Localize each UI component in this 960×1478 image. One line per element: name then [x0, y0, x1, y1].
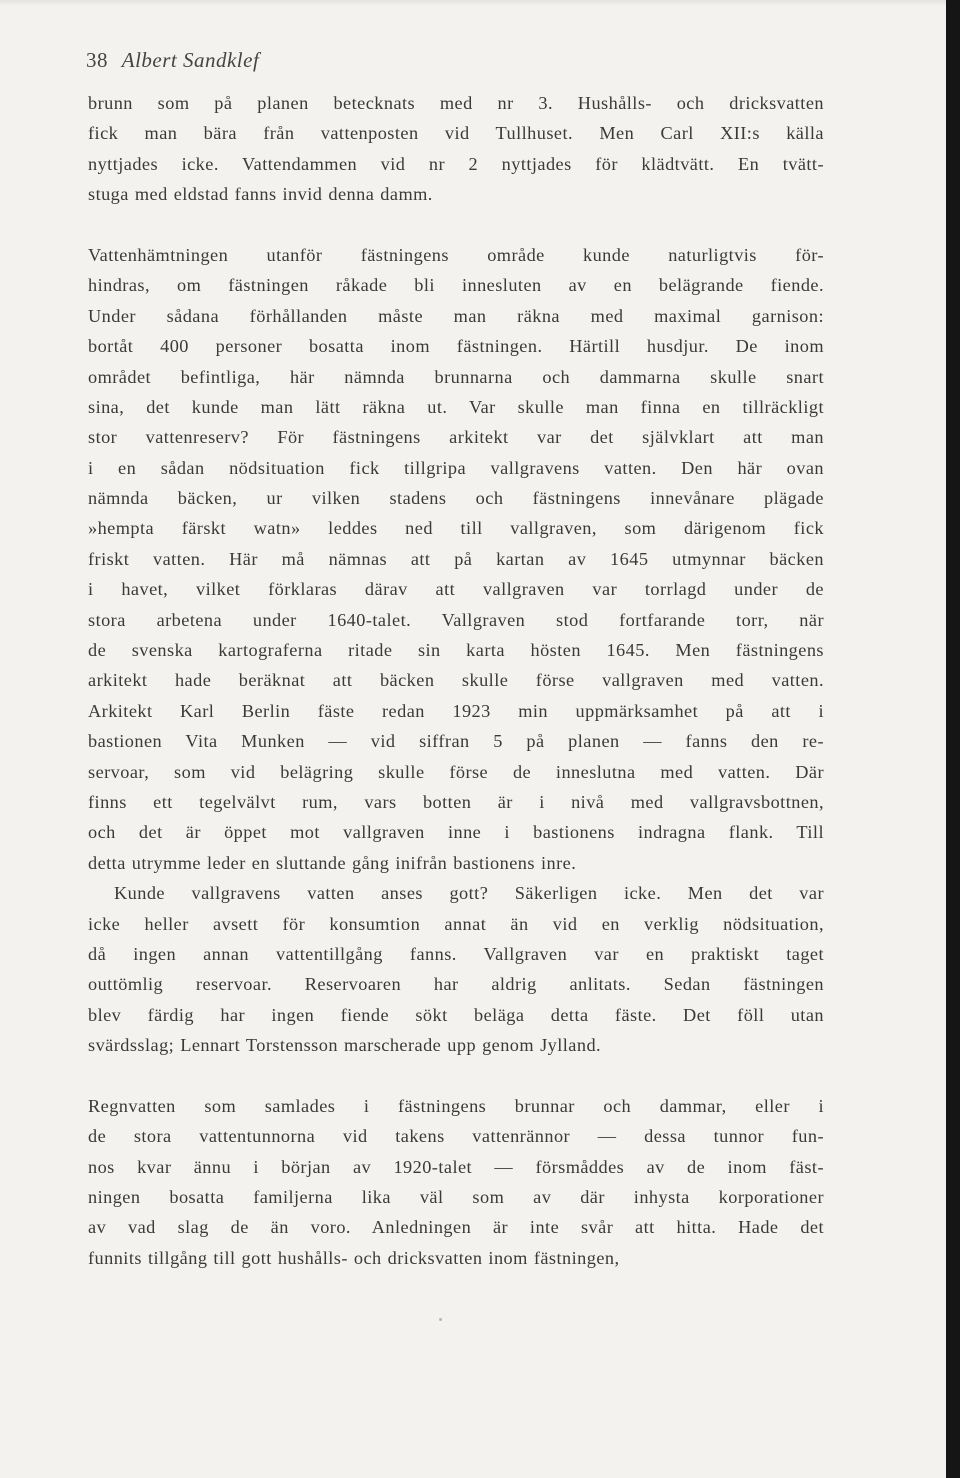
body-text [88, 88, 824, 1273]
text-line: Vattenhämtningen utanför fästningens område kunde naturligtvis för- [88, 244, 824, 265]
scan-border [946, 0, 960, 1478]
text-line: i havet, vilket förklaras därav att vallgraven var torrlagd under de [88, 579, 824, 600]
text-line: Kunde vallgravens vatten anses gott? Säkerligen icke. Men det var [114, 883, 824, 904]
text-line: hindras, om fästningen råkade bli innesluten av en belägrande fiende. [88, 275, 824, 296]
text-line: svärdsslag; Lennart Torstensson marscherade upp genom Jylland. [88, 1035, 602, 1056]
text-line: arkitekt hade beräknat att bäcken skulle förse vallgraven med vatten. [88, 670, 824, 691]
text-line: bortåt 400 personer bosatta inom fästningen. Härtill husdjur. De inom [88, 336, 824, 357]
text-line: detta utrymme leder en sluttande gång inifrån bastionens inre. [88, 852, 577, 873]
text-line: friskt vatten. Här må nämnas att på kartan av 1645 utmynnar bäcken [88, 548, 824, 569]
text-line: Arkitekt Karl Berlin fäste redan 1923 min uppmärksamhet på att i [88, 700, 824, 721]
text-line: av vad slag de än voro. Anledningen är inte svår att hitta. Hade det [88, 1217, 824, 1238]
text-line: finns ett tegelvälvt rum, vars botten är i nivå med vallgravsbottnen, [88, 791, 824, 812]
scan-speck [439, 1318, 442, 1321]
text-line: de stora vattentunnorna vid takens vattenrännor — dessa tunnor fun- [88, 1126, 824, 1147]
text-line: och det är öppet mot vallgraven inne i bastionens indragna flank. Till [88, 822, 824, 843]
text-line: brunn som på planen betecknats med nr 3. Hushålls- och dricksvatten [88, 93, 824, 113]
text-line: bastionen Vita Munken — vid siffran 5 på planen — fanns den re- [88, 731, 824, 752]
page-number: 38 [86, 48, 108, 72]
text-line: blev färdig har ingen fiende sökt beläga detta fäste. Det föll utan [88, 1004, 824, 1025]
running-author: Albert Sandklef [121, 48, 260, 72]
text-line: stora arbetena under 1640-talet. Vallgraven stod fortfarande torr, när [88, 609, 824, 630]
text-line: nos kvar ännu i början av 1920-talet — försmåddes av de inom fäst- [88, 1156, 824, 1177]
paragraph [88, 240, 824, 878]
text-line: »hempta färskt watn» leddes ned till vallgraven, som därigenom fick [88, 518, 824, 539]
text-line: ningen bosatta familjerna lika väl som av där inhysta korporationer [88, 1187, 824, 1208]
text-line: servoar, som vid belägring skulle förse de inneslutna med vatten. Där [88, 761, 824, 782]
text-line: stuga med eldstad fanns invid denna damm. [88, 184, 433, 205]
text-line: nämnda bäcken, ur vilken stadens och fästningens innevånare plägade [88, 488, 824, 509]
running-header [86, 48, 259, 73]
paragraph [88, 878, 824, 1060]
text-line: i en sådan nödsituation fick tillgripa vallgravens vatten. Den här ovan [88, 457, 824, 478]
text-line: funnits tillgång till gott hushålls- och dricksvatten inom fästningen, [88, 1247, 620, 1268]
page-top-edge [0, 0, 946, 6]
paragraph-gap [88, 210, 824, 240]
paragraph [88, 1091, 824, 1273]
text-line: de svenska kartograferna ritade sin karta hösten 1645. Men fästningens [88, 640, 824, 661]
text-line: outtömlig reservoar. Reservoaren har aldrig anlitats. Sedan fästningen [88, 974, 824, 995]
paragraph-gap [88, 1061, 824, 1091]
text-line: området befintliga, här nämnda brunnarna och dammarna skulle snart [88, 366, 824, 387]
text-line: icke heller avsett för konsumtion annat än vid en verklig nödsituation, [88, 913, 824, 934]
text-line: nyttjades icke. Vattendammen vid nr 2 nyttjades för klädtvätt. En tvätt- [88, 153, 824, 174]
text-line: sina, det kunde man lätt räkna ut. Var skulle man finna en tillräckligt [88, 396, 824, 417]
text-line: fick man bära från vattenposten vid Tullhuset. Men Carl XII:s källa [88, 123, 824, 144]
text-line: stor vattenreserv? För fästningens arkitekt var det självklart att man [88, 427, 824, 448]
text-line: Under sådana förhållanden måste man räkna med maximal garnison: [88, 305, 824, 326]
text-line: då ingen annan vattentillgång fanns. Vallgraven var en praktiskt taget [88, 943, 824, 964]
paragraph [88, 88, 824, 210]
text-line: Regnvatten som samlades i fästningens brunnar och dammar, eller i [88, 1095, 824, 1116]
